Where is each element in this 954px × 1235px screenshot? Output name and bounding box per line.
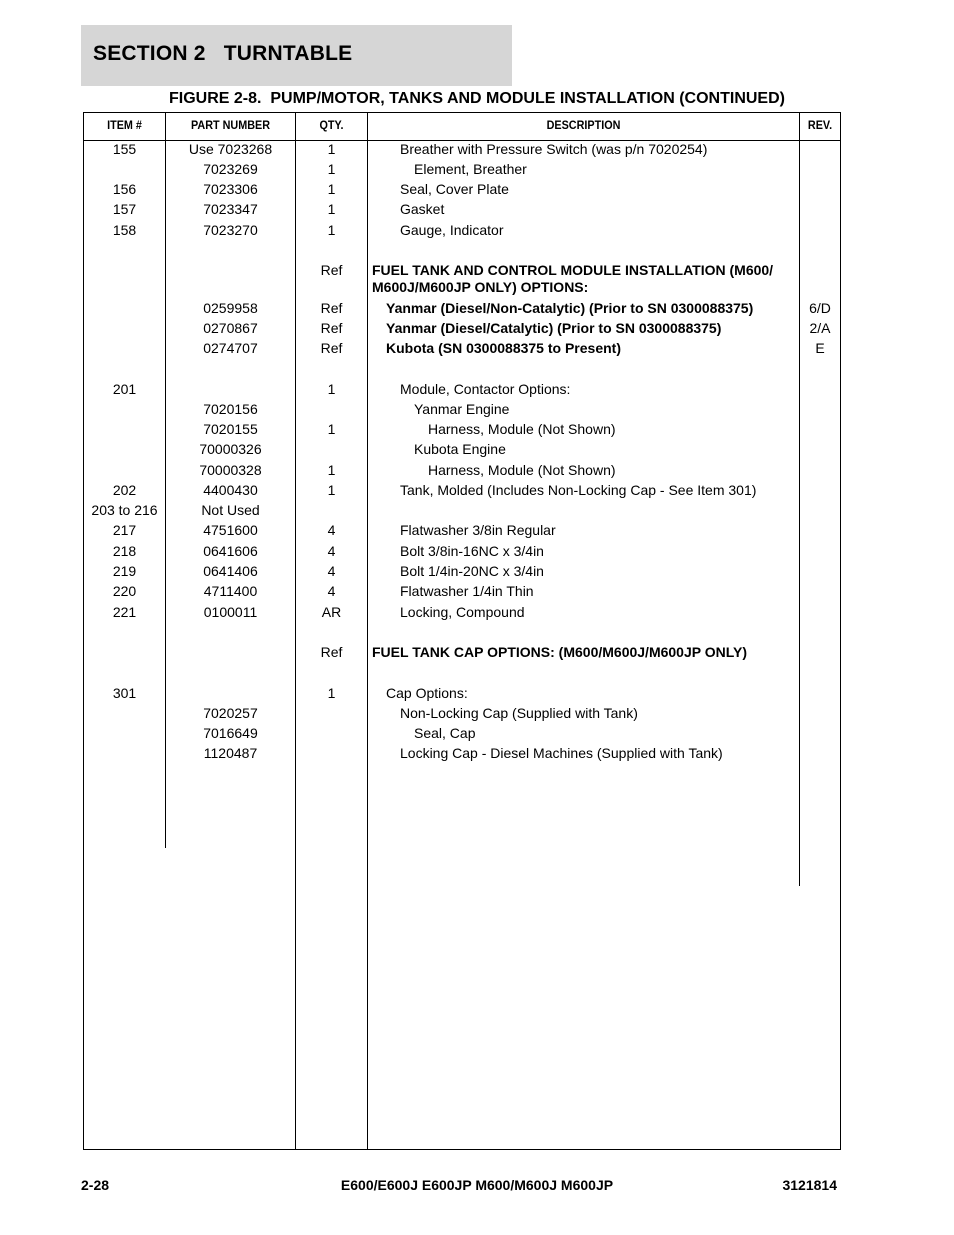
quantity-cell: 1 [327, 141, 336, 157]
part-number-cell: 4400430 [203, 482, 258, 498]
quantity-cell: 1 [327, 462, 336, 478]
part-number-cell: 0270867 [203, 320, 258, 336]
description-cell: Yanmar Engine [414, 401, 510, 417]
description-cell: Gasket [400, 201, 445, 217]
description-cell: Element, Breather [414, 161, 527, 177]
quantity-cell: 4 [327, 543, 336, 559]
description-cell: Module, Contactor Options: [400, 381, 571, 397]
item-number-cell: 155 [112, 141, 137, 157]
quantity-cell: 1 [327, 685, 336, 701]
quantity-cell: Ref [320, 262, 343, 278]
description-cell: Kubota (SN 0300088375 to Present) [386, 340, 621, 356]
item-number-cell: 158 [112, 222, 137, 238]
description-cell: Seal, Cap [414, 725, 476, 741]
quantity-cell: 1 [327, 161, 336, 177]
revision-cell: E [815, 340, 825, 356]
part-number-cell: 7020257 [203, 705, 258, 721]
quantity-cell: Ref [320, 340, 343, 356]
quantity-cell: 1 [327, 482, 336, 498]
quantity-cell: 1 [327, 381, 336, 397]
part-number-cell: 70000328 [199, 462, 262, 478]
part-number-cell: Not Used [201, 502, 260, 518]
quantity-cell: Ref [320, 644, 343, 660]
description-cell: Harness, Module (Not Shown) [428, 421, 616, 437]
part-number-cell: 1120487 [203, 745, 258, 761]
description-cell: FUEL TANK AND CONTROL MODULE INSTALLATION (M600/ M600J/M600JP ONLY) OPTIONS: [372, 262, 774, 295]
footer-doc-number: 3121814 [782, 1177, 837, 1193]
description-cell: Breather with Pressure Switch (was p/n 7020254) [400, 141, 708, 157]
quantity-cell: 1 [327, 222, 336, 238]
description-cell: Tank, Molded (Includes Non-Locking Cap - See Item 301) [400, 482, 757, 498]
description-cell: Cap Options: [386, 685, 468, 701]
description-cell: Locking, Compound [400, 604, 525, 620]
part-number-cell: 7020156 [203, 401, 258, 417]
part-number-cell: 7023270 [203, 222, 258, 238]
item-number-cell: 220 [112, 583, 137, 599]
quantity-cell: 4 [327, 563, 336, 579]
quantity-cell: Ref [320, 320, 343, 336]
description-cell: Harness, Module (Not Shown) [428, 462, 616, 478]
header-rev: REV. [807, 118, 833, 132]
item-number-cell: 202 [112, 482, 137, 498]
part-number-cell: 7023347 [203, 201, 258, 217]
parts-table [83, 112, 841, 1150]
footer-page-number: 2-28 [81, 1177, 110, 1193]
header-description: DESCRIPTION [546, 118, 621, 132]
item-number-cell: 219 [112, 563, 137, 579]
part-number-cell: 4711400 [203, 583, 258, 599]
figure-title: FIGURE 2-8. PUMP/MOTOR, TANKS AND MODULE INSTALLATION (CONTINUED) [169, 90, 785, 107]
quantity-cell: 1 [327, 201, 336, 217]
section-title: SECTION 2 TURNTABLE [93, 42, 353, 65]
header-item: ITEM # [107, 118, 142, 132]
header-part-number: PART NUMBER [190, 118, 271, 132]
description-cell: Locking Cap - Diesel Machines (Supplied with Tank) [400, 745, 723, 761]
header-qty: QTY. [319, 118, 344, 132]
section-banner [81, 25, 512, 86]
part-number-cell: 7023306 [203, 181, 258, 197]
part-number-cell: Use 7023268 [188, 141, 273, 157]
quantity-cell: Ref [320, 300, 343, 316]
part-number-cell: 0100011 [203, 604, 258, 620]
part-number-cell: 7020155 [203, 421, 258, 437]
item-number-cell: 218 [112, 543, 137, 559]
quantity-cell: 4 [327, 583, 336, 599]
part-number-cell: 70000326 [199, 441, 262, 457]
part-number-cell: 7016649 [203, 725, 258, 741]
part-number-cell: 0641606 [203, 543, 258, 559]
item-number-cell: 157 [112, 201, 137, 217]
item-number-cell: 203 to 216 [91, 502, 158, 518]
item-number-cell: 217 [112, 522, 137, 538]
description-cell: Non-Locking Cap (Supplied with Tank) [400, 705, 638, 721]
quantity-cell: AR [321, 604, 342, 620]
item-number-cell: 301 [112, 685, 137, 701]
description-cell: Flatwasher 1/4in Thin [400, 583, 534, 599]
quantity-cell: 4 [327, 522, 336, 538]
description-cell: Yanmar (Diesel/Catalytic) (Prior to SN 0300088375) [386, 320, 722, 336]
description-cell: FUEL TANK CAP OPTIONS: (M600/M600J/M600JP ONLY) [372, 644, 747, 660]
footer-models: E600/E600J E600JP M600/M600J M600JP [340, 1177, 614, 1193]
revision-cell: 2/A [809, 320, 831, 336]
part-number-cell: 4751600 [203, 522, 258, 538]
description-cell: Flatwasher 3/8in Regular [400, 522, 556, 538]
item-number-cell: 156 [112, 181, 137, 197]
quantity-cell: 1 [327, 181, 336, 197]
description-cell: Bolt 3/8in-16NC x 3/4in [400, 543, 544, 559]
quantity-cell: 1 [327, 421, 336, 437]
part-number-cell: 0641406 [203, 563, 258, 579]
description-cell: Bolt 1/4in-20NC x 3/4in [400, 563, 544, 579]
description-cell: Kubota Engine [414, 441, 506, 457]
revision-cell: 6/D [809, 300, 831, 316]
description-cell: Seal, Cover Plate [400, 181, 509, 197]
item-number-cell: 221 [112, 604, 137, 620]
part-number-cell: 0259958 [203, 300, 258, 316]
column-divider [367, 113, 368, 1149]
description-cell: Yanmar (Diesel/Non-Catalytic) (Prior to SN 0300088375) [386, 300, 754, 316]
part-number-cell: 7023269 [203, 161, 258, 177]
item-number-cell: 201 [112, 381, 137, 397]
description-cell: Gauge, Indicator [400, 222, 504, 238]
part-number-cell: 0274707 [203, 340, 258, 356]
